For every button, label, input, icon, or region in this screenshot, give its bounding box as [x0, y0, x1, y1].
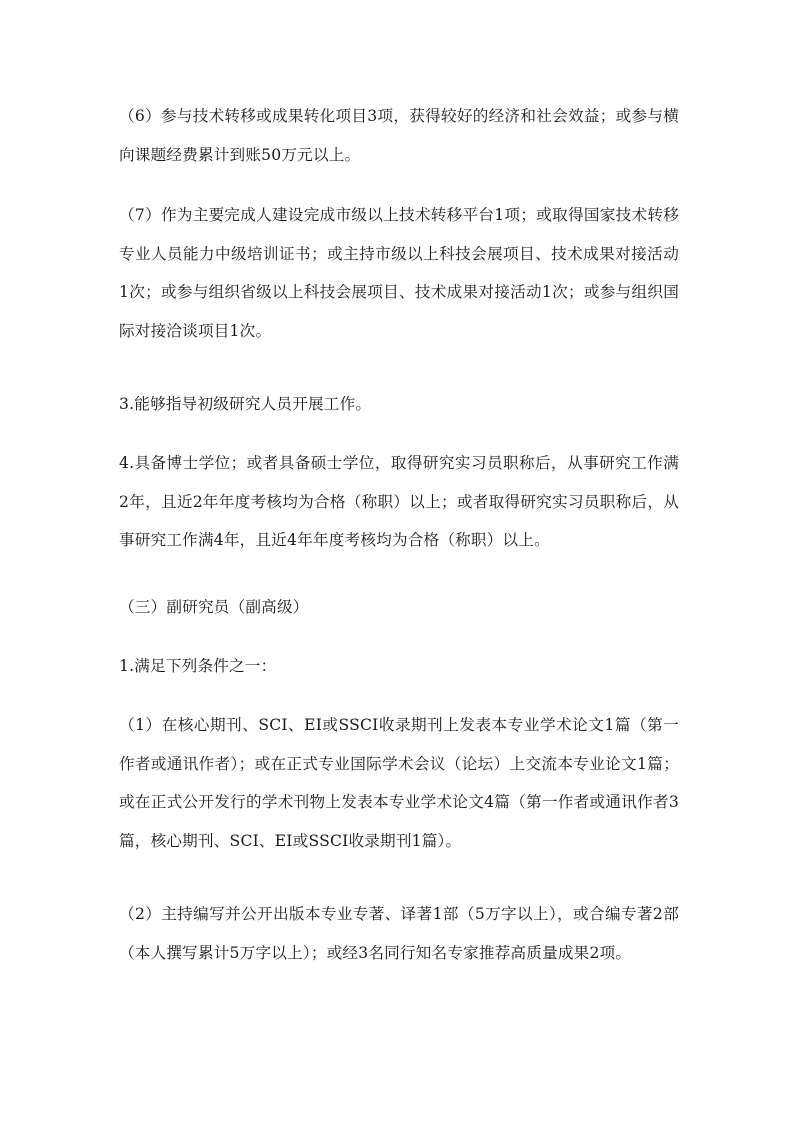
paragraph-item-6: （6）参与技术转移或成果转化项目3项，获得较好的经济和社会效益；或参与横向课题经费累计到账50万元以上。: [119, 107, 679, 164]
paragraph-item-7: （7）作为主要完成人建设完成市级以上技术转移平台1项；或取得国家技术转移专业人员能力中级培训证书；或主持市级以上科技会展项目、技术成果对接活动1次；或参与组织省级以上科技会展项目、技术成果对接活动1次；或参与组织国际对接洽谈项目1次。: [119, 206, 679, 340]
paragraph-requirement-4: 4.具备博士学位；或者具备硕士学位，取得研究实习员职称后，从事研究工作满2年，且近2年年度考核均为合格（称职）以上；或者取得研究实习员职称后，从事研究工作满4年，且近4年年度考核均为合格（称职）以上。: [119, 454, 679, 549]
section-heading-associate-researcher: （三）副研究员（副高级）: [119, 598, 309, 616]
paragraph-item-2: （2）主持编写并公开出版本专业专著、译著1部（5万字以上），或合编专著2部（本人撰写累计5万字以上）；或经3名同行知名专家推荐高质量成果2项。: [119, 905, 679, 962]
paragraph-item-1: （1）在核心期刊、SCI、EI或SSCI收录期刊上发表本专业学术论文1篇（第一作者或通讯作者）；或在正式专业国际学术会议（论坛）上交流本专业论文1篇；或在正式公开发行的学术刊物上发表本专业学术论文4篇（第一作者或通讯作者3篇，核心期刊、SCI、EI或SSCI收录期刊1篇）。: [119, 716, 679, 850]
paragraph-requirement-3: 3.能够指导初级研究人员开展工作。: [119, 395, 372, 413]
paragraph-condition-1: 1.满足下列条件之一：: [119, 657, 277, 675]
